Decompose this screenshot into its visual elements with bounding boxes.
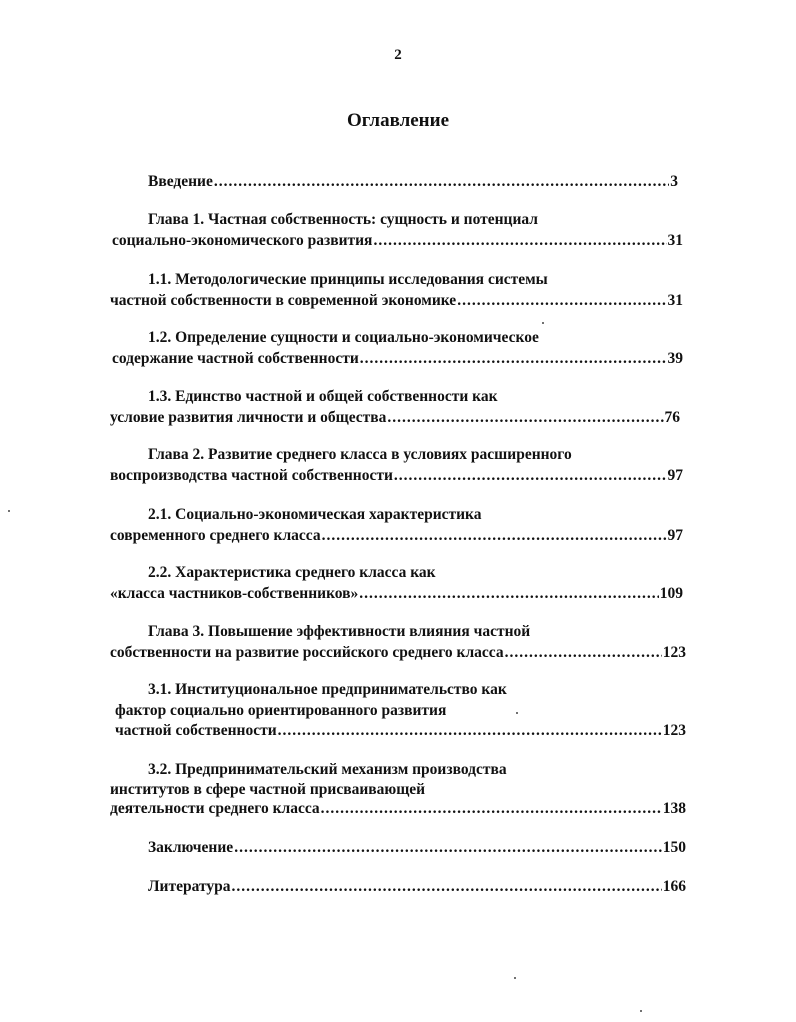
scan-speck <box>516 712 518 714</box>
toc-entry-text: воспроизводства частной собственности <box>110 467 393 484</box>
toc-entry-last-line <box>112 349 683 368</box>
page-number: 2 <box>394 47 402 63</box>
dot-leader <box>373 231 666 250</box>
toc-entry-line: 3.1. Институциональное предпринимательство как <box>148 681 507 698</box>
toc-entry-page: 123 <box>662 644 686 661</box>
toc-entry-page: 138 <box>662 800 686 817</box>
toc-entry-page: 3 <box>670 173 678 190</box>
toc-entry-last-line <box>110 466 683 485</box>
dot-leader <box>457 291 666 310</box>
toc-entry-text: Литература <box>148 878 231 895</box>
toc-entry-page: 31 <box>667 292 683 309</box>
toc-entry-last-line <box>115 721 686 740</box>
toc-entry-last-line <box>110 291 683 310</box>
dot-leader <box>231 877 661 896</box>
toc-entry-page: 39 <box>667 350 683 367</box>
toc-entry-text: условие развития личности и общества <box>110 409 387 426</box>
toc-entry-page: 97 <box>667 467 683 484</box>
dot-leader <box>360 349 667 368</box>
toc-entry-line: фактор социально ориентированного развития <box>115 702 447 719</box>
toc-title: Оглавление <box>346 110 450 131</box>
toc-entry-text: собственности на развитие российского среднего класса <box>110 644 504 661</box>
toc-entry-text: Введение <box>148 173 213 190</box>
toc-entry-last-line <box>148 172 678 191</box>
toc-entry-line: 3.2. Предпринимательский механизм производства <box>148 761 507 778</box>
toc-entry-page: 97 <box>667 527 683 544</box>
dot-leader <box>321 799 662 818</box>
toc-entry-line: Глава 1. Частная собственность: сущность и потенциал <box>148 211 538 228</box>
toc-entry-last-line <box>110 643 686 662</box>
toc-entry-last-line <box>110 799 686 818</box>
dot-leader <box>505 643 662 662</box>
dot-leader <box>234 838 662 857</box>
dot-leader <box>214 172 669 191</box>
toc-entry-line: 1.3. Единство частной и общей собственности как <box>148 388 498 405</box>
toc-entry-line: 1.2. Определение сущности и социально-экономическое <box>148 329 539 346</box>
scan-speck <box>514 977 516 979</box>
toc-entry-line: Глава 3. Повышение эффективности влияния частной <box>148 623 531 640</box>
toc-entry-text: социально-экономического развития <box>112 232 373 249</box>
dot-leader <box>394 466 667 485</box>
toc-entry-page: 150 <box>662 839 686 856</box>
scan-speck <box>542 322 544 324</box>
toc-entry-page: 166 <box>662 878 686 895</box>
dot-leader <box>322 526 667 545</box>
toc-entry-line: 2.1. Социально-экономическая характеристика <box>148 506 482 523</box>
dot-leader <box>387 408 663 427</box>
toc-entry-text: частной собственности <box>115 722 277 739</box>
toc-entry-page: 76 <box>664 409 680 426</box>
toc-entry-line: институтов в сфере частной присваивающей <box>110 781 426 798</box>
toc-entry-text: деятельности среднего класса <box>110 800 320 817</box>
scan-speck <box>640 1010 642 1012</box>
toc-entry-page: 109 <box>659 585 683 602</box>
toc-entry-text: «класса частников-собственников» <box>110 585 359 602</box>
toc-entry-last-line <box>112 231 683 250</box>
toc-entry-last-line <box>110 526 683 545</box>
toc-entry-last-line <box>148 877 686 896</box>
toc-entry-page: 31 <box>667 232 683 249</box>
toc-entry-text: современного среднего класса <box>110 527 321 544</box>
toc-entry-line: Глава 2. Развитие среднего класса в условиях расширенного <box>148 446 572 463</box>
toc-entry-last-line <box>148 838 686 857</box>
toc-entry-last-line <box>110 408 680 427</box>
toc-entry-line: 2.2. Характеристика среднего класса как <box>148 564 436 581</box>
toc-entry-text: Заключение <box>148 839 234 856</box>
toc-entry-text: частной собственности в современной экономике <box>110 292 457 309</box>
toc-entry-last-line <box>110 584 683 603</box>
toc-entry-page: 123 <box>662 722 686 739</box>
toc-entry-text: содержание частной собственности <box>112 350 359 367</box>
toc-entry-line: 1.1. Методологические принципы исследования системы <box>148 271 548 288</box>
scan-speck <box>8 510 10 512</box>
dot-leader <box>359 584 658 603</box>
dot-leader <box>278 721 662 740</box>
